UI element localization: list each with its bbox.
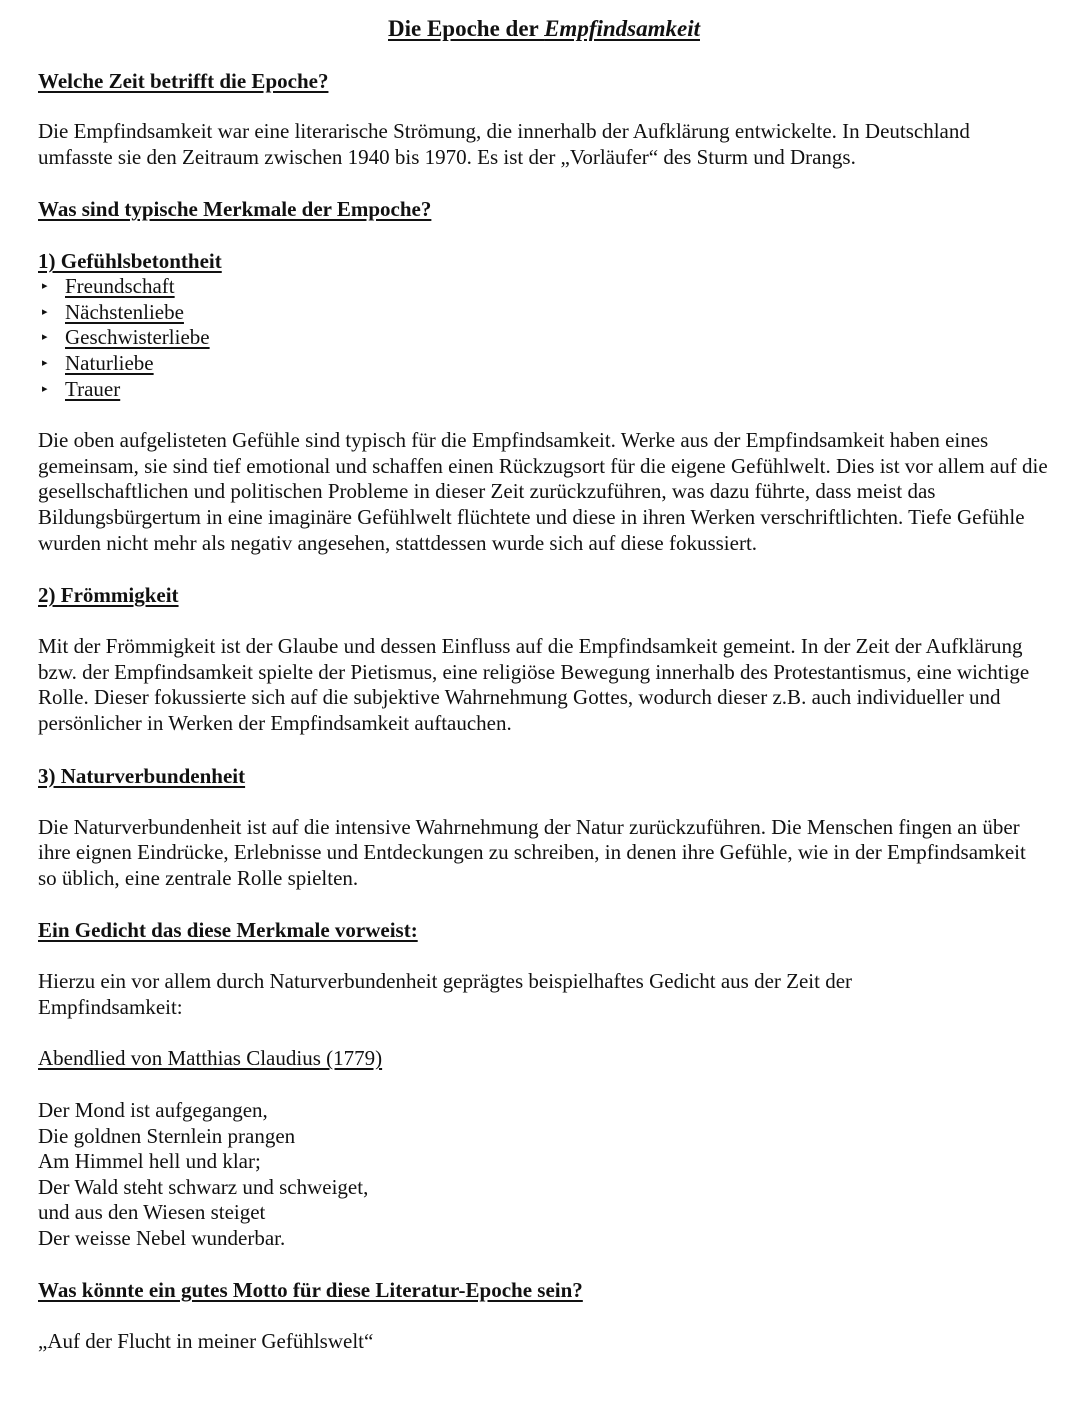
heading-motto-text: Was könnte ein gutes Motto für diese Literatur-Epoche sein? bbox=[38, 1278, 583, 1303]
list-item bbox=[38, 300, 1048, 326]
paragraph-poem-intro: Hierzu ein vor allem durch Naturverbundenheit geprägtes beispielhaftes Gedicht aus der Zeit der Empfindsamkeit: bbox=[38, 969, 853, 1019]
list-item bbox=[38, 377, 1048, 403]
title-emphasis: Empfindsamkeit bbox=[544, 16, 700, 41]
bullet-icon: ▸ bbox=[42, 382, 48, 395]
poem-line: Die goldnen Sternlein prangen bbox=[38, 1123, 296, 1148]
heading-feature-1 bbox=[38, 248, 1048, 274]
paragraph-feature-3: Die Naturverbundenheit ist auf die intensive Wahrnehmung der Natur zurückzuführen. Die Menschen fingen an über ihre eignen Eindrücke, Erlebnisse und Entdeckungen zu schreiben, in denen ihre Gefühle, wie in der Empfindsamkeit so üblich, eine zentrale Rolle spielten. bbox=[38, 814, 1026, 890]
heading-motto bbox=[38, 1277, 1048, 1303]
list-item-label: Geschwisterliebe bbox=[65, 325, 210, 350]
list-item-label: Freundschaft bbox=[65, 274, 175, 299]
heading-feature-3-text: 3) Naturverbundenheit bbox=[38, 763, 246, 788]
paragraph-feature-1: Die oben aufgelisteten Gefühle sind typisch für die Empfindsamkeit. Werke aus der Empfindsamkeit haben eines gemeinsam, sie sind tief emotional und schaffen einen Rückzugsort für die eigene Gefühlwelt. Dies ist vor allem auf die gesellschaftlichen und politischen Probleme in dieser Zeit zurückzuführen, was dazu führte, dass meist das Bildungsbürgertum in eine imaginäre Gefühlwelt flüchtete und diese in ihren Werken verschriftlichten. Tiefe Gefühle wurden nicht mehr als negativ angesehen, stattdessen wurde sich auf diese fokussiert. bbox=[38, 428, 1048, 555]
poem-line: Am Himmel hell und klar; bbox=[38, 1149, 261, 1174]
heading-features bbox=[38, 196, 1048, 222]
list-item bbox=[38, 351, 1048, 377]
paragraph-epoch-time: Die Empfindsamkeit war eine literarische Strömung, die innerhalb der Aufklärung entwickelte. In Deutschland umfasste sie den Zeitraum zwischen 1940 bis 1970. Es ist der „Vorläufer“ des Sturm und Drangs. bbox=[38, 119, 970, 169]
document-page bbox=[38, 14, 1048, 1355]
poem-title: Abendlied von Matthias Claudius (1779) bbox=[38, 1046, 383, 1071]
heading-feature-2 bbox=[38, 582, 1048, 608]
list-item bbox=[38, 325, 1048, 351]
heading-features-text: Was sind typische Merkmale der Empoche? bbox=[38, 197, 432, 222]
list-item-label: Trauer bbox=[65, 376, 121, 401]
bullet-icon: ▸ bbox=[42, 356, 48, 369]
heading-feature-2-text: 2) Frömmigkeit bbox=[38, 583, 179, 608]
page-title bbox=[38, 14, 1048, 44]
poem-line: Der Wald steht schwarz und schweiget, bbox=[38, 1174, 369, 1199]
poem-body bbox=[38, 1098, 1048, 1251]
bullet-icon: ▸ bbox=[42, 280, 48, 293]
heading-poem-text: Ein Gedicht das diese Merkmale vorweist: bbox=[38, 918, 418, 943]
title-text: Die Epoche der bbox=[388, 16, 545, 41]
heading-feature-1-text: 1) Gefühlsbetontheit bbox=[38, 249, 222, 274]
heading-feature-3 bbox=[38, 763, 1048, 789]
poem-line: Der Mond ist aufgegangen, bbox=[38, 1098, 268, 1123]
feature-1-list bbox=[38, 274, 1048, 402]
list-item bbox=[38, 274, 1048, 300]
heading-epoch-time-text: Welche Zeit betrifft die Epoche? bbox=[38, 69, 329, 93]
heading-poem bbox=[38, 917, 1048, 943]
bullet-icon: ▸ bbox=[42, 305, 48, 318]
list-item-label: Naturliebe bbox=[65, 350, 154, 375]
motto-text: „Auf der Flucht in meiner Gefühlswelt“ bbox=[38, 1329, 374, 1354]
poem-line: Der weisse Nebel wunderbar. bbox=[38, 1225, 286, 1250]
poem-line: und aus den Wiesen steiget bbox=[38, 1200, 266, 1225]
bullet-icon: ▸ bbox=[42, 331, 48, 344]
list-item-label: Nächstenliebe bbox=[65, 299, 184, 324]
paragraph-feature-2: Mit der Frömmigkeit ist der Glaube und dessen Einfluss auf die Empfindsamkeit gemeint. In der Zeit der Aufklärung bzw. der Empfindsamkeit spielte der Pietismus, eine religiöse Bewegung innerhalb des Protestantismus, eine wichtige Rolle. Dieser fokussierte sich auf die subjektive Wahrnehmung Gottes, wodurch dieser z.B. auch individueller und persönlicher in Werken der Empfindsamkeit auftauchen. bbox=[38, 634, 1030, 735]
heading-epoch-time bbox=[38, 68, 1048, 94]
